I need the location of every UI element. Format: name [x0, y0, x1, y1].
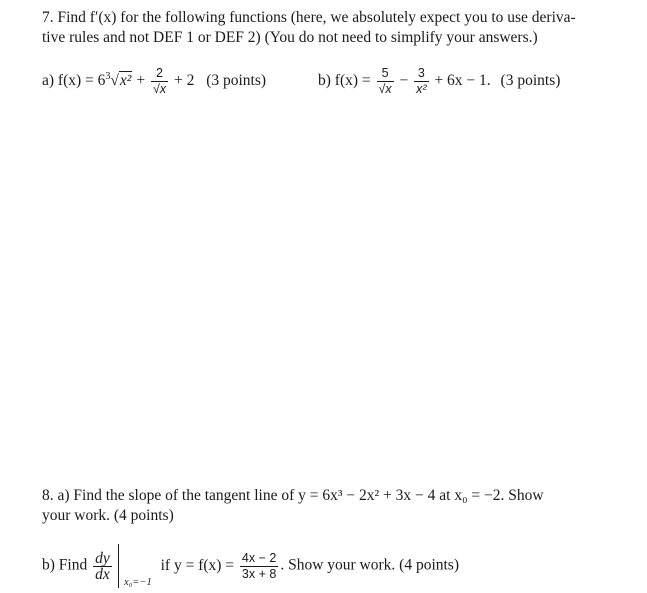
- q7b-tail: + 6x − 1.: [430, 72, 491, 90]
- q7b-label: b) f(x) =: [318, 72, 375, 90]
- q7b-points: (3 points): [500, 72, 561, 90]
- q7b-minus: −: [395, 72, 413, 90]
- q7a-label: a) f(x) = 6: [42, 72, 106, 90]
- q8b-fraction: $\frac{4x - 2}{3x + 8}$: [241, 550, 277, 581]
- q8b-label: b) Find: [42, 556, 88, 574]
- q8b-if: if y = f(x) =: [160, 556, 238, 574]
- q8b-expression: [42, 544, 459, 588]
- q7b-fraction-1: $\frac{5}{√x}$: [378, 66, 392, 96]
- q7b-fraction-2: $\frac{3}{\text{x²}}$: [416, 66, 427, 96]
- q7a-plus: +: [132, 72, 149, 90]
- q7a-expression: [42, 66, 266, 97]
- q7-line2: tive rules and not DEF 1 or DEF 2) (You do not need to simplify your answers.): [42, 29, 538, 46]
- q7a-tail: + 2: [170, 72, 195, 90]
- q7a-root-index: 3: [105, 70, 111, 82]
- q8b-evaluation-point: x₀=−1: [124, 577, 152, 588]
- q8b-derivative: $\frac{dy}{dx}$: [95, 549, 110, 583]
- q7a-fraction: $\frac{2}{√x}$: [152, 66, 167, 96]
- q8b-evaluation-bar: [118, 544, 119, 588]
- q7a-cube-root: √x²: [110, 72, 132, 90]
- q8-line2: your work. (4 points): [42, 507, 174, 524]
- q7-line1: 7. Find f′(x) for the following functions (here, we absolutely expect you to use deriva-: [42, 9, 576, 26]
- q8b-tail: . Show your work. (4 points): [280, 556, 460, 574]
- q8-line1: 8. a) Find the slope of the tangent line of y = 6x³ − 2x² + 3x − 4 at x₀ = −2. Show: [42, 487, 544, 504]
- q7b-expression: [318, 66, 560, 97]
- q7a-points: (3 points): [206, 72, 267, 90]
